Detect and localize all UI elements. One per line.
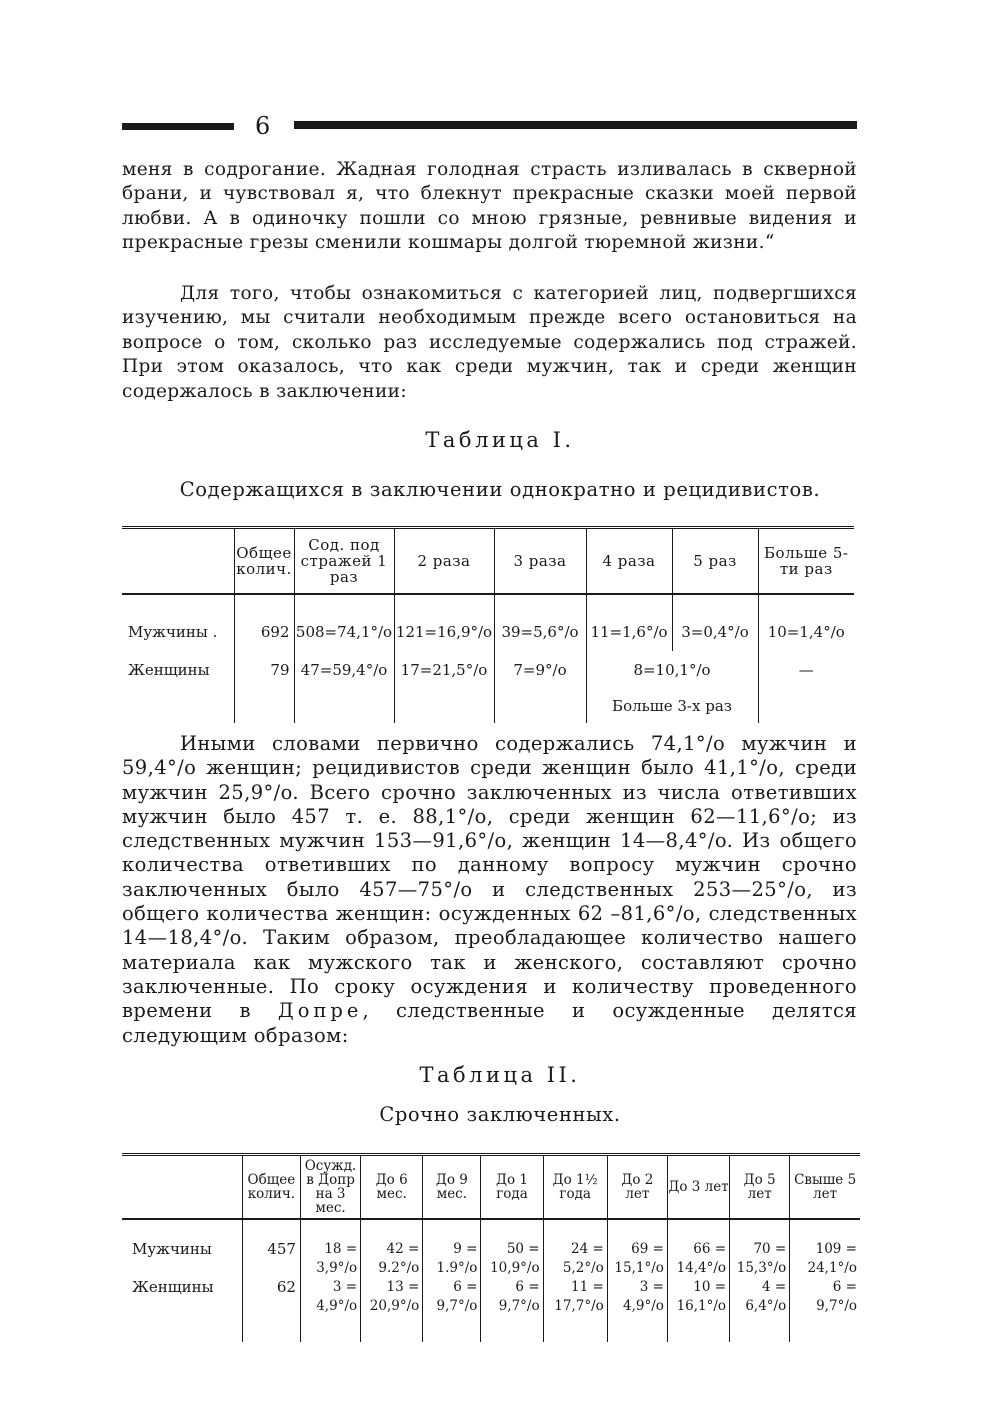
table1-title: Таблица I. bbox=[425, 428, 575, 452]
table-cell: 9,7°/o bbox=[423, 1297, 481, 1316]
table-cell bbox=[294, 689, 394, 723]
table-cell: 109 = bbox=[790, 1219, 860, 1259]
table2-header-cell bbox=[122, 1155, 242, 1220]
table-cell bbox=[300, 1316, 360, 1342]
table1-subtitle: Содержащихся в заключении однократно и рецидивистов. bbox=[179, 478, 821, 501]
table-cell: 18 = bbox=[300, 1219, 360, 1259]
table2-header-cell: До 1½ года bbox=[543, 1155, 607, 1220]
table1-header-cell: 2 раза bbox=[394, 528, 494, 595]
table1-header-cell: Больше 5-ти раз bbox=[758, 528, 854, 595]
table-row bbox=[122, 1297, 860, 1316]
table-cell: 10,9°/o bbox=[481, 1259, 543, 1278]
table-cell: 16,1°/o bbox=[667, 1297, 729, 1316]
paragraph-analysis-text: Иными словами первично содержались 74,1°/o мужчин и 59,4°/o женщин; рецидивистов среди женщин было 41,1°/o, среди мужчин 25,9°/o. Всего срочно заключенных из числа ответивших мужчин было 457 т. е. 88,1°/o, среди женщин 62—11,6°/o; из следственных мужчин 153—91,6°/o, женщин 14—8,4°/o. Из общего количества ответивших по данному вопросу мужчин срочно заключенных было 457—75°/o и следственных 253—25°/o, из общего количества женщин: осужденных 62 –81,6°/o, следственных 14—18,4°/o. Таким образом, преобладающее количество нашего материала как мужского так и женского, составляют срочно заключенные. По сроку осуждения и количеству проведенного времени в bbox=[122, 732, 857, 1023]
table2-header-cell: Осужд. в Допр на 3 мес. bbox=[300, 1155, 360, 1220]
table-cell: 14,4°/o bbox=[667, 1259, 729, 1278]
table2-header-cell: До 3 лет bbox=[667, 1155, 729, 1220]
table-cell: 9,7°/o bbox=[790, 1297, 860, 1316]
table-cell: 1.9°/o bbox=[423, 1259, 481, 1278]
row-label: Женщины bbox=[132, 1278, 214, 1296]
paragraph-continuation: меня в содрогание. Жадная голодная страсть изливалась в скверной брани, и чувствовал я, что блекнут прекрасные сказки моей первой любви. А в одиночку пошли со мною грязные, ревнивые видения и прекрасные грезы сменили кошмары долгой тюремной жизни.“ bbox=[122, 159, 857, 254]
table-cell: 6 = bbox=[790, 1278, 860, 1297]
paragraph-intro: Для того, чтобы ознакомиться с категорией лиц, подвергшихся изучению, мы считали необходимым прежде всего остановиться на вопросе о том, сколько раз исследуемые содержались под стражей. При этом оказалось, что как среди мужчин, так и среди женщин содержалось в заключении: bbox=[122, 283, 857, 402]
header-rule-left bbox=[122, 123, 234, 130]
emphasized-term: Допре bbox=[277, 999, 363, 1023]
table-cell: 24 = bbox=[543, 1219, 607, 1259]
table-row bbox=[122, 651, 854, 689]
table1-header-row bbox=[122, 528, 854, 595]
table2-title: Таблица II. bbox=[419, 1063, 581, 1087]
table-cell: 692 bbox=[234, 594, 294, 651]
table-cell: 10=1,4°/o bbox=[758, 594, 854, 651]
table-cell: 79 bbox=[234, 651, 294, 689]
table-cell bbox=[423, 1316, 481, 1342]
table-cell: 3 = bbox=[607, 1278, 667, 1297]
table-cell: 508=74,1°/o bbox=[294, 594, 394, 651]
table1-header-cell bbox=[122, 528, 234, 595]
table2-header-cell: До 6 мес. bbox=[361, 1155, 423, 1220]
table-cell: 69 = bbox=[607, 1219, 667, 1259]
table-cell: 9,7°/o bbox=[481, 1297, 543, 1316]
table-cell bbox=[122, 1297, 242, 1316]
table-cell: 3,9°/o bbox=[300, 1259, 360, 1278]
table-cell bbox=[234, 689, 294, 723]
table-cell: 15,1°/o bbox=[607, 1259, 667, 1278]
table-cell: 6 = bbox=[481, 1278, 543, 1297]
paragraph-analysis bbox=[122, 732, 857, 1048]
table-cell bbox=[607, 1316, 667, 1342]
table1-header-cell: Сод. под стражей 1 раз bbox=[294, 528, 394, 595]
table2-header-cell: Общее колич. bbox=[242, 1155, 300, 1220]
table1-header-cell: 4 раза bbox=[586, 528, 672, 595]
table-cell bbox=[242, 1297, 300, 1316]
table-cell bbox=[758, 689, 854, 723]
table-cell: 457 bbox=[242, 1219, 300, 1259]
table-cell: 17=21,5°/o bbox=[394, 651, 494, 689]
table-cell bbox=[242, 1316, 300, 1342]
table-cell: 5,2°/o bbox=[543, 1259, 607, 1278]
table-cell bbox=[667, 1316, 729, 1342]
table-cell bbox=[122, 1259, 242, 1278]
table-cell: 11=1,6°/o bbox=[586, 594, 672, 651]
table-cell bbox=[730, 1316, 790, 1342]
table-cell: 9.2°/o bbox=[361, 1259, 423, 1278]
table-cell bbox=[122, 689, 234, 723]
header-rule-right bbox=[294, 121, 857, 129]
table-cell bbox=[790, 1316, 860, 1342]
table-cell: 4 = bbox=[730, 1278, 790, 1297]
table1-header-cell: 5 раз bbox=[672, 528, 758, 595]
table-cell: 10 = bbox=[667, 1278, 729, 1297]
row-label: Женщины bbox=[128, 661, 210, 679]
table-row bbox=[122, 594, 854, 651]
table-cell: 50 = bbox=[481, 1219, 543, 1259]
table-row bbox=[122, 689, 854, 723]
row-label: Мужчины bbox=[132, 1240, 212, 1258]
table-cell: 121=16,9°/o bbox=[394, 594, 494, 651]
table-cell: 66 = bbox=[667, 1219, 729, 1259]
table-cell: 15,3°/o bbox=[730, 1259, 790, 1278]
table-cell: 13 = bbox=[361, 1278, 423, 1297]
table-row bbox=[122, 1316, 860, 1342]
table2-header-cell: Свыше 5 лет bbox=[790, 1155, 860, 1220]
table-cell: 9 = bbox=[423, 1219, 481, 1259]
table-row bbox=[122, 1278, 860, 1297]
table-cell-merged: 8=10,1°/o bbox=[586, 651, 758, 689]
table-cell: 62 bbox=[242, 1278, 300, 1297]
paragraph-analysis-tail: , следственные и осужденные делятся следующим образом: bbox=[122, 999, 858, 1047]
table-row bbox=[122, 1259, 860, 1278]
table-cell: 6,4°/o bbox=[730, 1297, 790, 1316]
table2-header-cell: До 2 лет bbox=[607, 1155, 667, 1220]
table-cell bbox=[242, 1259, 300, 1278]
table2-header-cell: До 5 лет bbox=[730, 1155, 790, 1220]
table-cell: 7=9°/o bbox=[494, 651, 586, 689]
table1-header-cell: 3 раза bbox=[494, 528, 586, 595]
page-number: 6 bbox=[255, 112, 271, 140]
table-cell: — bbox=[758, 651, 854, 689]
table-cell: 42 = bbox=[361, 1219, 423, 1259]
table-row bbox=[122, 1219, 860, 1259]
table-cell bbox=[361, 1316, 423, 1342]
table2 bbox=[122, 1153, 860, 1342]
table-cell: 4,9°/o bbox=[300, 1297, 360, 1316]
table-cell: 3=0,4°/o bbox=[672, 594, 758, 651]
page-header bbox=[122, 112, 857, 142]
table-cell: 20,9°/o bbox=[361, 1297, 423, 1316]
table1-header-cell: Общее колич. bbox=[234, 528, 294, 595]
table2-header-cell: До 9 мес. bbox=[423, 1155, 481, 1220]
table-cell bbox=[122, 1316, 242, 1342]
table-cell bbox=[494, 689, 586, 723]
table-cell: 11 = bbox=[543, 1278, 607, 1297]
row-label: Мужчины . bbox=[128, 623, 218, 641]
table-cell: 24,1°/o bbox=[790, 1259, 860, 1278]
table1-note: Больше 3-х раз bbox=[586, 689, 758, 723]
table1 bbox=[122, 526, 854, 723]
table2-subtitle: Срочно заключенных. bbox=[379, 1103, 621, 1126]
table-cell: 3 = bbox=[300, 1278, 360, 1297]
table-cell bbox=[481, 1316, 543, 1342]
table-cell bbox=[543, 1316, 607, 1342]
table2-header-row bbox=[122, 1155, 860, 1220]
table-cell: 17,7°/o bbox=[543, 1297, 607, 1316]
table-cell: 4,9°/o bbox=[607, 1297, 667, 1316]
table-cell bbox=[394, 689, 494, 723]
table-cell: 70 = bbox=[730, 1219, 790, 1259]
table2-header-cell: До 1 года bbox=[481, 1155, 543, 1220]
table-cell: 6 = bbox=[423, 1278, 481, 1297]
table-cell: 39=5,6°/o bbox=[494, 594, 586, 651]
table-cell: 47=59,4°/o bbox=[294, 651, 394, 689]
